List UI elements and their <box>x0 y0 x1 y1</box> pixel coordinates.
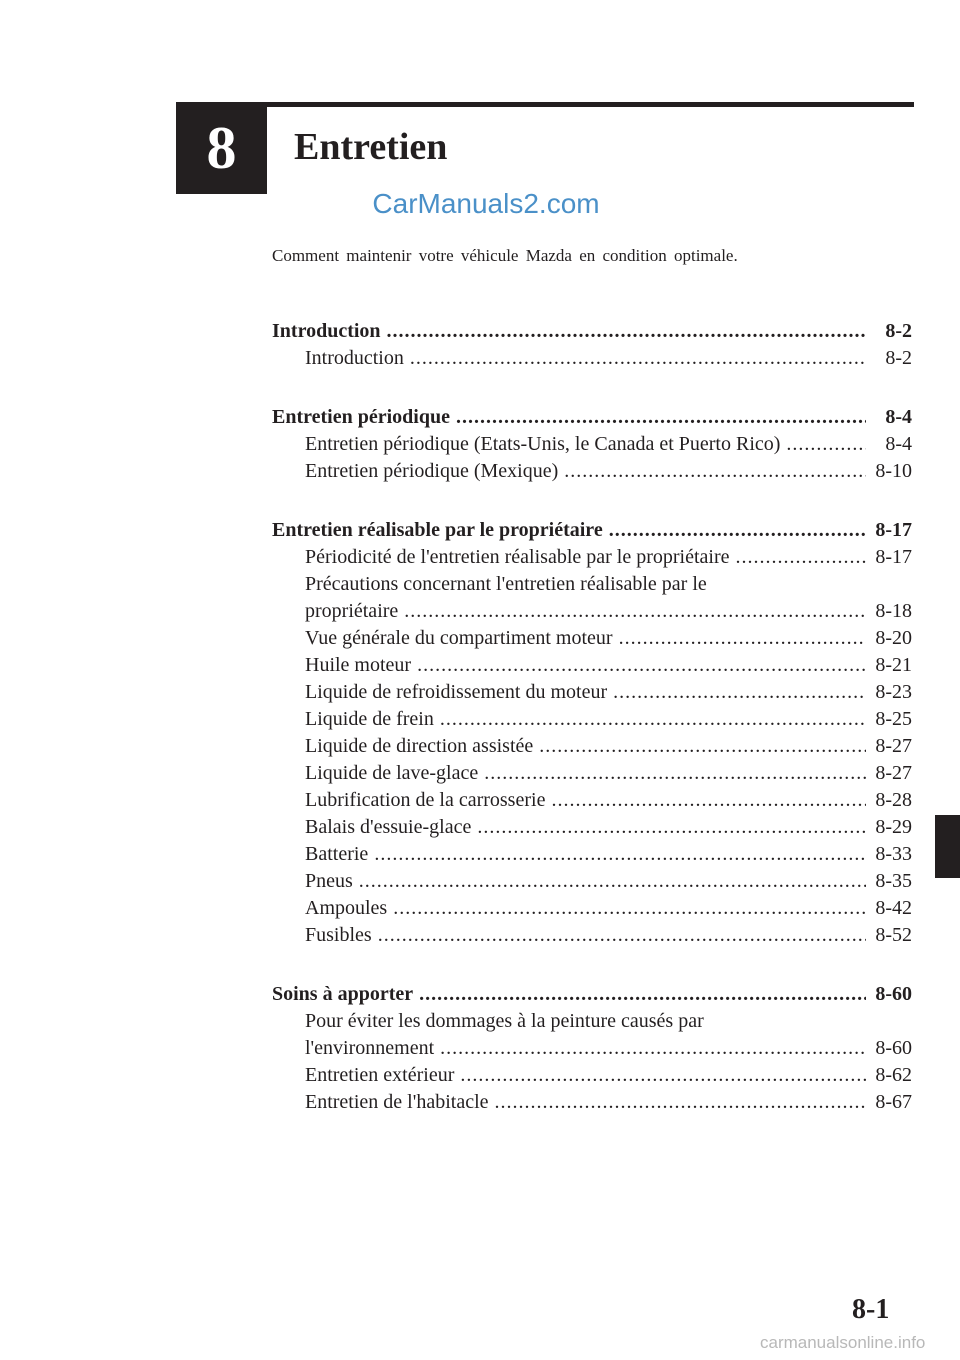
toc-item-title: propriétaire <box>305 600 399 622</box>
dot-leader <box>484 760 866 787</box>
page-number: 8-1 <box>852 1294 890 1325</box>
toc-section-title: Entretien réalisable par le propriétaire <box>272 519 603 541</box>
toc-item-page: 8-33 <box>875 843 912 865</box>
dot-leader <box>378 922 866 949</box>
footer-watermark: carmanualsonline.info <box>760 1333 926 1352</box>
toc-item[interactable] <box>272 544 912 571</box>
toc-item-title: Lubrification de la carrosserie <box>305 789 546 811</box>
chapter-intro: Comment maintenir votre véhicule Mazda en condition optimale. <box>272 246 738 265</box>
table-of-contents <box>272 318 912 1116</box>
toc-item[interactable] <box>272 868 912 895</box>
dot-leader <box>359 868 866 895</box>
toc-item[interactable] <box>272 706 912 733</box>
toc-item-page: 8-20 <box>875 627 912 649</box>
toc-section-page: 8-4 <box>885 406 912 428</box>
chapter-top-rule <box>176 102 914 107</box>
toc-item-page: 8-2 <box>885 347 912 369</box>
dot-leader <box>539 733 866 760</box>
toc-item[interactable] <box>272 1089 912 1116</box>
toc-section-title: Soins à apporter <box>272 983 414 1005</box>
dot-leader <box>736 544 866 571</box>
toc-item[interactable] <box>272 814 912 841</box>
toc-item-title: Entretien périodique (Etats-Unis, le Canada et Puerto Rico) <box>305 433 781 455</box>
dot-leader <box>440 1035 866 1062</box>
toc-section-heading[interactable] <box>272 318 912 345</box>
toc-item[interactable] <box>272 652 912 679</box>
toc-item-page: 8-21 <box>875 654 912 676</box>
toc-item-title: Entretien extérieur <box>305 1064 455 1086</box>
toc-section-title: Introduction <box>272 320 381 342</box>
toc-item-title: Périodicité de l'entretien réalisable par le propriétaire <box>305 546 730 568</box>
toc-item[interactable] <box>272 679 912 706</box>
toc-item-title: Liquide de frein <box>305 708 434 730</box>
toc-item[interactable] <box>272 895 912 922</box>
toc-item[interactable] <box>272 598 912 625</box>
dot-leader <box>460 1062 866 1089</box>
dot-leader <box>609 517 866 544</box>
toc-item[interactable] <box>272 1062 912 1089</box>
dot-leader <box>393 895 866 922</box>
toc-item-title: Introduction <box>305 347 404 369</box>
toc-item[interactable] <box>272 760 912 787</box>
toc-item-title: Batterie <box>305 843 369 865</box>
toc-item-page: 8-27 <box>875 735 912 757</box>
toc-item-page: 8-25 <box>875 708 912 730</box>
dot-leader <box>495 1089 866 1116</box>
toc-item-page: 8-17 <box>875 546 912 568</box>
toc-section-heading[interactable] <box>272 517 912 544</box>
toc-item-page: 8-67 <box>875 1091 912 1113</box>
chapter-side-tab <box>935 815 960 878</box>
toc-item-title: Entretien périodique (Mexique) <box>305 460 559 482</box>
dot-leader <box>387 318 866 345</box>
toc-item-page: 8-4 <box>885 433 912 455</box>
dot-leader <box>564 458 866 485</box>
section-gap <box>272 485 912 517</box>
toc-item-page: 8-27 <box>875 762 912 784</box>
dot-leader <box>440 706 866 733</box>
toc-item-page: 8-52 <box>875 924 912 946</box>
toc-item-page: 8-29 <box>875 816 912 838</box>
dot-leader <box>410 345 866 372</box>
dot-leader <box>786 431 866 458</box>
toc-section-page: 8-60 <box>875 983 912 1005</box>
dot-leader <box>404 598 866 625</box>
dot-leader <box>619 625 866 652</box>
chapter-title: Entretien <box>294 126 448 168</box>
toc-item[interactable] <box>272 345 912 372</box>
toc-section-heading[interactable] <box>272 404 912 431</box>
chapter-number: 8 <box>206 115 237 181</box>
toc-item[interactable] <box>272 733 912 760</box>
toc-item-title: l'environnement <box>305 1037 435 1059</box>
dot-leader <box>477 814 866 841</box>
chapter-number-badge <box>176 102 267 194</box>
toc-item-page: 8-23 <box>875 681 912 703</box>
toc-item-title: Balais d'essuie-glace <box>305 816 472 838</box>
dot-leader <box>374 841 866 868</box>
toc-item-title: Liquide de direction assistée <box>305 735 534 757</box>
section-gap <box>272 372 912 404</box>
toc-item-page: 8-35 <box>875 870 912 892</box>
toc-item-page: 8-28 <box>875 789 912 811</box>
dot-leader <box>551 787 866 814</box>
toc-item-page: 8-42 <box>875 897 912 919</box>
toc-item-title: Liquide de lave-glace <box>305 762 479 784</box>
toc-item[interactable] <box>272 458 912 485</box>
dot-leader <box>613 679 866 706</box>
section-gap <box>272 949 912 981</box>
toc-item-title: Fusibles <box>305 924 372 946</box>
toc-item-page: 8-10 <box>875 460 912 482</box>
toc-item-title: Ampoules <box>305 897 388 919</box>
toc-item-line1[interactable]: Pour éviter les dommages à la peinture causés par <box>305 1010 704 1032</box>
toc-item-line1[interactable]: Précautions concernant l'entretien réalisable par le <box>305 573 707 595</box>
toc-item[interactable] <box>272 787 912 814</box>
toc-section-page: 8-17 <box>875 519 912 541</box>
dot-leader <box>456 404 866 431</box>
toc-item-page: 8-18 <box>875 600 912 622</box>
watermark-text: CarManuals2.com <box>372 188 600 219</box>
toc-item-title: Liquide de refroidissement du moteur <box>305 681 608 703</box>
toc-item-title: Vue générale du compartiment moteur <box>305 627 613 649</box>
toc-item-title: Huile moteur <box>305 654 412 676</box>
toc-section-page: 8-2 <box>885 320 912 342</box>
toc-item[interactable] <box>272 431 912 458</box>
toc-item-page: 8-60 <box>875 1037 912 1059</box>
toc-section-title: Entretien périodique <box>272 406 450 428</box>
toc-item[interactable] <box>272 1035 912 1062</box>
toc-section-heading[interactable] <box>272 981 912 1008</box>
dot-leader <box>417 652 866 679</box>
toc-item-title: Pneus <box>305 870 353 892</box>
toc-item[interactable] <box>272 922 912 949</box>
toc-item[interactable] <box>272 841 912 868</box>
toc-item-page: 8-62 <box>875 1064 912 1086</box>
dot-leader <box>419 981 866 1008</box>
toc-item[interactable] <box>272 625 912 652</box>
toc-item-title: Entretien de l'habitacle <box>305 1091 489 1113</box>
